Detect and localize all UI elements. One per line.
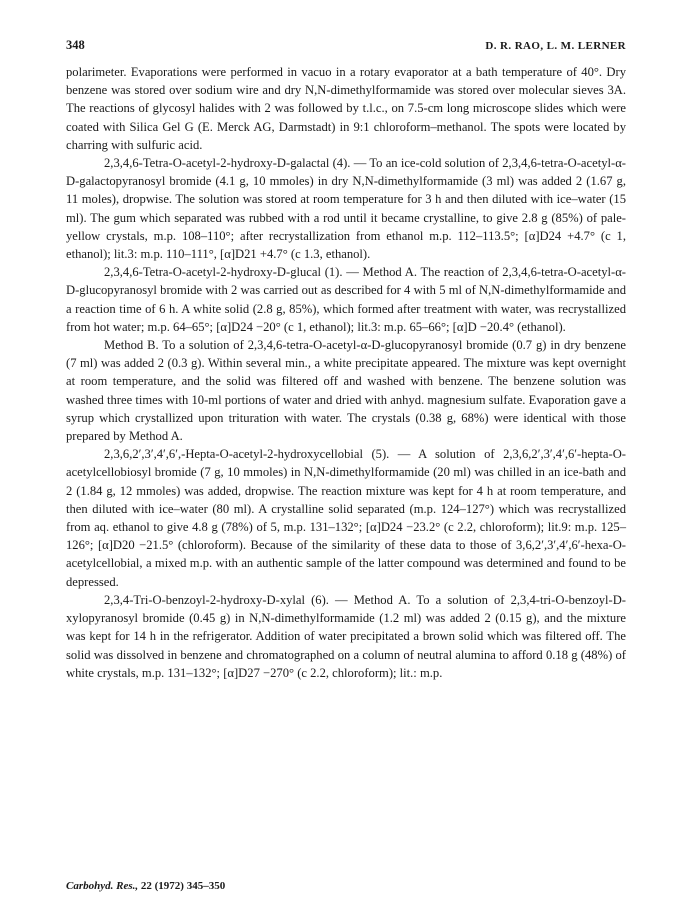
page-footer: [66, 880, 225, 892]
page-header: [66, 38, 626, 53]
paragraph-glucal-method-b: Method B. To a solution of 2,3,4,6-tetra-O-acetyl-α-D-glucopyranosyl bromide (0.7 g) in dry benzene (7 ml) was added 2 (0.3 g). Within several min., a white precipitate appeared. The mixture was kept overnight at room temperature, and the solid was filtered off and washed with benzene. The benzene solution was washed three times with 10-ml portions of water and dried with anhyd. magnesium sulfate. Evaporation gave a syrup which crystallized upon trituration with water. The crystals (0.38 g, 68%) were identical with those prepared by Method A.: [66, 338, 626, 444]
article-body: [66, 63, 626, 682]
paragraph-cellobial: 2,3,6,2′,3′,4′,6′,-Hepta-O-acetyl-2-hydroxycellobial (5). — A solution of 2,3,6,2′,3′,4′,6′-hepta-O-acetylcellobiosyl bromide (7 g, 10 mmoles) in N,N-dimethylformamide (20 ml) was chilled in an ice-bath and 2 (1.84 g, 12 mmoles) was added, dropwise. The reaction mixture was kept for 4 h at room temperature, and then diluted with ice–water (80 ml). A crystalline solid separated (m.p. 124–127°) which was recrystallized from aq. ethanol to give 4.8 g (78%) of 5, m.p. 131–132°; [α]D24 −23.2° (c 2.2, chloroform); lit.9: m.p. 125–126°; [α]D20 −21.5° (chloroform). Because of the similarity of these data to those of 3,6,2′,3′,4′,6′-hexa-O-acetylcellobial, a mixed m.p. with an authentic sample of the latter compound was determined and found to be depressed.: [66, 447, 626, 589]
journal-citation: 22 (1972) 345–350: [140, 880, 226, 892]
journal-page: [66, 38, 626, 682]
running-head: D. R. RAO, L. M. LERNER: [485, 40, 626, 52]
journal-name: Carbohyd. Res.,: [66, 880, 139, 892]
page-number: 348: [66, 38, 85, 52]
paragraph-galactal: 2,3,4,6-Tetra-O-acetyl-2-hydroxy-D-galactal (4). — To an ice-cold solution of 2,3,4,6-tetra-O-acetyl-α-D-galactopyranosyl bromide (4.1 g, 10 mmoles) in dry N,N-dimethylformamide (3 ml) was added 2 (1.67 g, 11 moles), dropwise. The solution was stored at room temperature for 3 h and then diluted with ice–water (15 ml). The gum which separated was rubbed with a rod until it became crystalline, to give 2.8 g (85%) of pale-yellow crystals, m.p. 108–110°; after recrystallization from ethanol m.p. 112–113.5°; [α]D24 +4.7° (c 1, ethanol); lit.3: m.p. 110–111°, [α]D21 +4.7° (c 1.3, ethanol).: [66, 156, 626, 262]
paragraph-glucal-method-a: 2,3,4,6-Tetra-O-acetyl-2-hydroxy-D-glucal (1). — Method A. The reaction of 2,3,4,6-tetra-O-acetyl-α-D-glucopyranosyl bromide with 2 was carried out as described for 4 with 5 ml of N,N-dimethylformamide and a reaction time of 6 h. A white solid (2.8 g, 85%), which formed after treatment with water, was recrystallized from hot water; m.p. 64–65°; [α]D24 −20° (c 1, ethanol); lit.3: m.p. 65–66°; [α]D −20.4° (ethanol).: [66, 265, 626, 334]
paragraph-xylal: 2,3,4-Tri-O-benzoyl-2-hydroxy-D-xylal (6). — Method A. To a solution of 2,3,4-tri-O-benzoyl-D-xylopyranosyl bromide (0.45 g) in N,N-dimethylformamide (1.2 ml) was added 2 (0.15 g), and the mixture was kept for 14 h in the refrigerator. Addition of water precipitated a brown solid which was filtered off. The solid was dissolved in benzene and chromatographed on a column of neutral alumina to afford 0.18 g (48%) of white crystals, m.p. 131–132°; [α]D27 −270° (c 2.2, chloroform); lit.: m.p.: [66, 592, 626, 680]
paragraph-methods-general: polarimeter. Evaporations were performed in vacuo in a rotary evaporator at a bath temperature of 40°. Dry benzene was stored over sodium wire and dry N,N-dimethylformamide was stored over molecular sieves 3A. The reactions of glycosyl halides with 2 was followed by t.l.c., on 7.5-cm long microscope slides which were coated with Silica Gel G (E. Merck AG, Darmstadt) in 9:1 chloroform–methanol. The spots were located by charring with sulfuric acid.: [66, 65, 626, 152]
